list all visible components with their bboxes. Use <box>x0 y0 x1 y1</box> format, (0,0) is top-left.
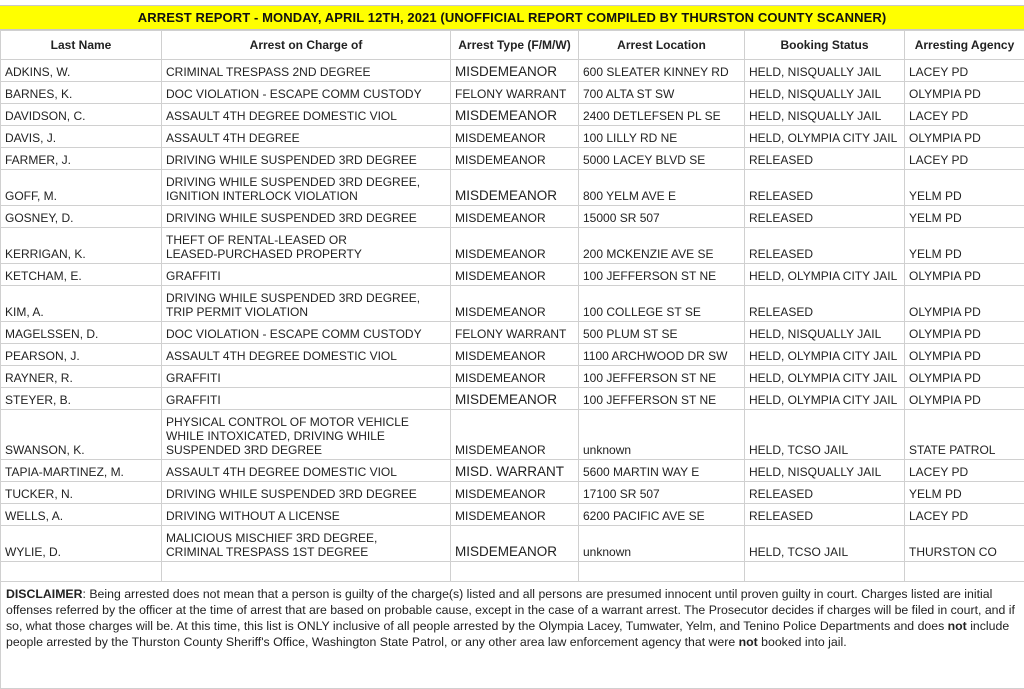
cell-last-name: DAVIS, J. <box>1 126 162 148</box>
table-row <box>1 126 1024 148</box>
cell-charge: DOC VIOLATION - ESCAPE COMM CUSTODY <box>162 322 451 344</box>
cell-location: 700 ALTA ST SW <box>579 82 745 104</box>
cell-charge: GRAFFITI <box>162 264 451 286</box>
cell-booking-status: HELD, OLYMPIA CITY JAIL <box>745 344 905 366</box>
cell-arrest-type: MISDEMEANOR <box>451 60 579 82</box>
cell-booking-status: HELD, NISQUALLY JAIL <box>745 322 905 344</box>
disclaimer-text-1: : Being arrested does not mean that a person is guilty of the charge(s) listed and all persons are presumed innocent until proven guilty in court. Charges listed are initial offenses referred by the officer at the time of arrest that are based on probable cause, except in the case of a warrant arrest. The Prosecutor decides if charges will be filed in court, and if so, what those charges will be. At this time, this list is ONLY inclusive of all people arrested by the Olympia Lacey, Tumwater, Yelm, and Tenino Police Departments and does <box>6 587 1015 633</box>
table-body <box>1 60 1024 562</box>
cell-location: unknown <box>579 410 745 460</box>
cell-last-name: KETCHAM, E. <box>1 264 162 286</box>
cell-charge: THEFT OF RENTAL-LEASED OR LEASED-PURCHASED PROPERTY <box>162 228 451 264</box>
cell-location: 100 COLLEGE ST SE <box>579 286 745 322</box>
blank-cell <box>579 562 745 582</box>
cell-location: 100 JEFFERSON ST NE <box>579 388 745 410</box>
cell-agency: THURSTON CO <box>905 526 1024 562</box>
disclaimer-not-2: not <box>739 635 758 649</box>
cell-location: 5000 LACEY BLVD SE <box>579 148 745 170</box>
cell-charge: GRAFFITI <box>162 388 451 410</box>
cell-agency: LACEY PD <box>905 104 1024 126</box>
cell-last-name: GOFF, M. <box>1 170 162 206</box>
cell-agency: OLYMPIA PD <box>905 264 1024 286</box>
cell-arrest-type: MISDEMEANOR <box>451 388 579 410</box>
cell-arrest-type: MISDEMEANOR <box>451 126 579 148</box>
cell-booking-status: HELD, OLYMPIA CITY JAIL <box>745 388 905 410</box>
cell-arrest-type: MISDEMEANOR <box>451 504 579 526</box>
cell-charge: DOC VIOLATION - ESCAPE COMM CUSTODY <box>162 82 451 104</box>
blank-row <box>1 562 1024 582</box>
cell-agency: OLYMPIA PD <box>905 344 1024 366</box>
cell-charge: PHYSICAL CONTROL OF MOTOR VEHICLE WHILE INTOXICATED, DRIVING WHILE SUSPENDED 3RD DEGREE <box>162 410 451 460</box>
cell-arrest-type: MISDEMEANOR <box>451 344 579 366</box>
cell-booking-status: HELD, NISQUALLY JAIL <box>745 104 905 126</box>
table-row <box>1 206 1024 228</box>
cell-arrest-type: MISDEMEANOR <box>451 228 579 264</box>
cell-arrest-type: MISDEMEANOR <box>451 104 579 126</box>
cell-arrest-type: MISDEMEANOR <box>451 206 579 228</box>
table-row <box>1 504 1024 526</box>
table-row <box>1 60 1024 82</box>
column-header-arrest-type: Arrest Type (F/M/W) <box>451 31 579 60</box>
cell-arrest-type: MISDEMEANOR <box>451 170 579 206</box>
cell-charge: CRIMINAL TRESPASS 2ND DEGREE <box>162 60 451 82</box>
table-row <box>1 526 1024 562</box>
report-title: ARREST REPORT - MONDAY, APRIL 12TH, 2021 (UNOFFICIAL REPORT COMPILED BY THURSTON COUNTY SCANNER) <box>0 5 1024 30</box>
cell-agency: YELM PD <box>905 482 1024 504</box>
cell-booking-status: RELEASED <box>745 286 905 322</box>
column-header-location: Arrest Location <box>579 31 745 60</box>
table-row <box>1 104 1024 126</box>
disclaimer-text-3: booked into jail. <box>758 635 847 649</box>
cell-arrest-type: MISD. WARRANT <box>451 460 579 482</box>
cell-last-name: STEYER, B. <box>1 388 162 410</box>
cell-agency: LACEY PD <box>905 460 1024 482</box>
cell-last-name: BARNES, K. <box>1 82 162 104</box>
cell-location: 500 PLUM ST SE <box>579 322 745 344</box>
disclaimer <box>1 582 1024 689</box>
cell-booking-status: RELEASED <box>745 482 905 504</box>
cell-arrest-type: MISDEMEANOR <box>451 286 579 322</box>
cell-arrest-type: MISDEMEANOR <box>451 366 579 388</box>
cell-arrest-type: FELONY WARRANT <box>451 322 579 344</box>
cell-last-name: GOSNEY, D. <box>1 206 162 228</box>
cell-location: unknown <box>579 526 745 562</box>
cell-arrest-type: MISDEMEANOR <box>451 410 579 460</box>
cell-booking-status: RELEASED <box>745 148 905 170</box>
table-row <box>1 410 1024 460</box>
cell-booking-status: RELEASED <box>745 206 905 228</box>
table-row <box>1 322 1024 344</box>
cell-agency: OLYMPIA PD <box>905 388 1024 410</box>
cell-charge: ASSAULT 4TH DEGREE DOMESTIC VIOL <box>162 104 451 126</box>
cell-last-name: RAYNER, R. <box>1 366 162 388</box>
cell-charge: DRIVING WHILE SUSPENDED 3RD DEGREE <box>162 482 451 504</box>
table-row <box>1 286 1024 322</box>
cell-last-name: WYLIE, D. <box>1 526 162 562</box>
cell-location: 200 MCKENZIE AVE SE <box>579 228 745 264</box>
table-row <box>1 228 1024 264</box>
cell-charge: ASSAULT 4TH DEGREE <box>162 126 451 148</box>
cell-booking-status: RELEASED <box>745 170 905 206</box>
cell-last-name: TAPIA-MARTINEZ, M. <box>1 460 162 482</box>
column-header-last-name: Last Name <box>1 31 162 60</box>
disclaimer-not-1: not <box>948 619 967 633</box>
disclaimer-row <box>1 582 1024 689</box>
cell-charge: DRIVING WHILE SUSPENDED 3RD DEGREE, TRIP PERMIT VIOLATION <box>162 286 451 322</box>
column-header-agency: Arresting Agency <box>905 31 1024 60</box>
cell-booking-status: RELEASED <box>745 228 905 264</box>
table-header-row <box>1 31 1024 60</box>
cell-booking-status: RELEASED <box>745 504 905 526</box>
table-row <box>1 344 1024 366</box>
column-header-booking-status: Booking Status <box>745 31 905 60</box>
cell-location: 600 SLEATER KINNEY RD <box>579 60 745 82</box>
cell-last-name: ADKINS, W. <box>1 60 162 82</box>
cell-arrest-type: FELONY WARRANT <box>451 82 579 104</box>
cell-booking-status: HELD, OLYMPIA CITY JAIL <box>745 366 905 388</box>
table-row <box>1 366 1024 388</box>
cell-location: 17100 SR 507 <box>579 482 745 504</box>
cell-last-name: WELLS, A. <box>1 504 162 526</box>
cell-agency: YELM PD <box>905 170 1024 206</box>
cell-charge: MALICIOUS MISCHIEF 3RD DEGREE, CRIMINAL TRESPASS 1ST DEGREE <box>162 526 451 562</box>
cell-agency: YELM PD <box>905 206 1024 228</box>
cell-location: 5600 MARTIN WAY E <box>579 460 745 482</box>
cell-charge: DRIVING WHILE SUSPENDED 3RD DEGREE, IGNITION INTERLOCK VIOLATION <box>162 170 451 206</box>
cell-location: 2400 DETLEFSEN PL SE <box>579 104 745 126</box>
cell-last-name: PEARSON, J. <box>1 344 162 366</box>
blank-cell <box>162 562 451 582</box>
table-row <box>1 170 1024 206</box>
blank-cell <box>905 562 1024 582</box>
cell-agency: OLYMPIA PD <box>905 322 1024 344</box>
cell-booking-status: HELD, OLYMPIA CITY JAIL <box>745 126 905 148</box>
cell-last-name: KERRIGAN, K. <box>1 228 162 264</box>
blank-cell <box>451 562 579 582</box>
cell-arrest-type: MISDEMEANOR <box>451 526 579 562</box>
cell-agency: LACEY PD <box>905 60 1024 82</box>
cell-agency: YELM PD <box>905 228 1024 264</box>
cell-arrest-type: MISDEMEANOR <box>451 148 579 170</box>
table-row <box>1 148 1024 170</box>
cell-arrest-type: MISDEMEANOR <box>451 482 579 504</box>
cell-booking-status: HELD, TCSO JAIL <box>745 526 905 562</box>
cell-location: 100 JEFFERSON ST NE <box>579 366 745 388</box>
cell-last-name: FARMER, J. <box>1 148 162 170</box>
table-row <box>1 264 1024 286</box>
cell-location: 100 LILLY RD NE <box>579 126 745 148</box>
cell-charge: DRIVING WITHOUT A LICENSE <box>162 504 451 526</box>
cell-arrest-type: MISDEMEANOR <box>451 264 579 286</box>
cell-location: 800 YELM AVE E <box>579 170 745 206</box>
table-row <box>1 388 1024 410</box>
cell-last-name: KIM, A. <box>1 286 162 322</box>
cell-location: 6200 PACIFIC AVE SE <box>579 504 745 526</box>
cell-agency: LACEY PD <box>905 504 1024 526</box>
cell-booking-status: HELD, NISQUALLY JAIL <box>745 82 905 104</box>
cell-location: 100 JEFFERSON ST NE <box>579 264 745 286</box>
cell-agency: STATE PATROL <box>905 410 1024 460</box>
table-row <box>1 82 1024 104</box>
table-row <box>1 482 1024 504</box>
cell-charge: DRIVING WHILE SUSPENDED 3RD DEGREE <box>162 206 451 228</box>
cell-charge: DRIVING WHILE SUSPENDED 3RD DEGREE <box>162 148 451 170</box>
cell-booking-status: HELD, TCSO JAIL <box>745 410 905 460</box>
cell-agency: OLYMPIA PD <box>905 286 1024 322</box>
cell-booking-status: HELD, OLYMPIA CITY JAIL <box>745 264 905 286</box>
cell-charge: GRAFFITI <box>162 366 451 388</box>
disclaimer-label: DISCLAIMER <box>6 587 83 601</box>
cell-last-name: MAGELSSEN, D. <box>1 322 162 344</box>
cell-agency: OLYMPIA PD <box>905 366 1024 388</box>
cell-booking-status: HELD, NISQUALLY JAIL <box>745 460 905 482</box>
cell-charge: ASSAULT 4TH DEGREE DOMESTIC VIOL <box>162 460 451 482</box>
blank-cell <box>745 562 905 582</box>
cell-agency: LACEY PD <box>905 148 1024 170</box>
column-header-charge: Arrest on Charge of <box>162 31 451 60</box>
cell-location: 1100 ARCHWOOD DR SW <box>579 344 745 366</box>
cell-charge: ASSAULT 4TH DEGREE DOMESTIC VIOL <box>162 344 451 366</box>
blank-cell <box>1 562 162 582</box>
cell-last-name: TUCKER, N. <box>1 482 162 504</box>
cell-booking-status: HELD, NISQUALLY JAIL <box>745 60 905 82</box>
cell-agency: OLYMPIA PD <box>905 82 1024 104</box>
cell-location: 15000 SR 507 <box>579 206 745 228</box>
cell-last-name: SWANSON, K. <box>1 410 162 460</box>
table-row <box>1 460 1024 482</box>
cell-agency: OLYMPIA PD <box>905 126 1024 148</box>
disclaimer-text-2: include people arrested by the Thurston County Sheriff's Office, Washington State Patrol, or any other area law enforcement agency that were <box>6 619 1009 649</box>
arrest-table <box>0 30 1024 689</box>
cell-last-name: DAVIDSON, C. <box>1 104 162 126</box>
